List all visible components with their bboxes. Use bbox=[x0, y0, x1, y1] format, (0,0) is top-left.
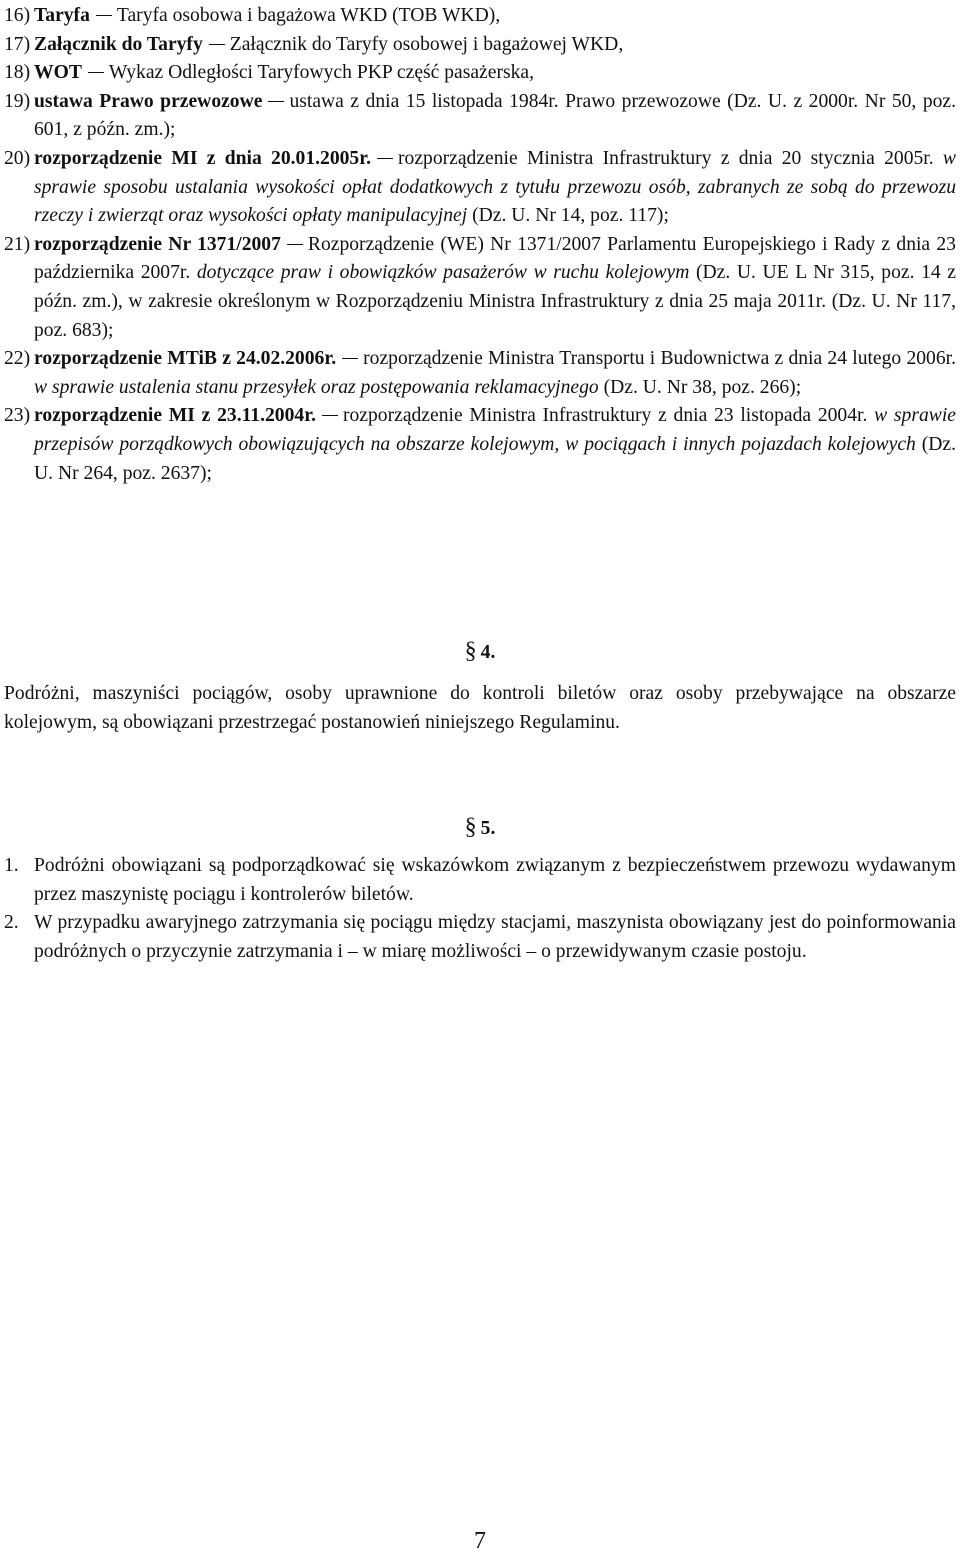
definition-text: Taryfa osobowa i bagażowa WKD (TOB WKD), bbox=[116, 5, 501, 26]
definition-item bbox=[4, 31, 956, 60]
definition-term: rozporządzenie MTiB z 24.02.2006r. bbox=[34, 348, 337, 370]
item-text: Podróżni obowiązani są podporządkować się wskazówkom związanym z bezpieczeństwem przewozu wydawanym przez maszynistę pociągu i kontrolerów biletów. bbox=[34, 855, 956, 905]
definition-number: 20) bbox=[4, 147, 31, 169]
definition-text: (Dz. U. Nr 14, poz. 117); bbox=[467, 205, 669, 227]
definition-term: rozporządzenie MI z 23.11.2004r. bbox=[34, 405, 316, 427]
dash-separator bbox=[88, 72, 104, 73]
section-number: 5. bbox=[480, 818, 496, 839]
definition-text: Rozporządzenie (WE) Nr 1371/2007 Parlamentu Europejskiego i Rady z dnia 23 października 2007r. bbox=[34, 233, 956, 284]
definition-term: WOT bbox=[34, 62, 82, 84]
definition-text: (Dz. U. Nr 38, poz. 266); bbox=[598, 376, 802, 398]
item-number: 2. bbox=[4, 912, 19, 934]
regulation-title: dotyczące praw i obowiązków pasażerów w ruchu kolejowym bbox=[196, 262, 690, 284]
definition-item bbox=[4, 231, 956, 345]
definition-term: Załącznik do Taryfy bbox=[34, 33, 203, 55]
definition-item bbox=[4, 2, 956, 31]
definition-text: (Dz. U. UE L Nr 315, poz. 14 z późn. zm.), w zakresie określonym w Rozporządzeniu Ministra Infrastruktury z dnia 25 maja 2011r. (Dz. U. Nr 117, poz. 683); bbox=[34, 262, 956, 341]
section-heading-4 bbox=[0, 638, 960, 665]
definition-number: 23) bbox=[4, 405, 31, 427]
definition-text: rozporządzenie Ministra Transportu i Budownictwa z dnia 24 lutego 2006r. bbox=[363, 348, 956, 370]
definition-text: Załącznik do Taryfy osobowej i bagażowej WKD, bbox=[229, 33, 624, 55]
definition-item bbox=[4, 59, 956, 88]
regulation-title: w sprawie przepisów porządkowych obowiązujących na obszarze kolejowym, w pociągach i innych pojazdach kolejowych bbox=[34, 405, 956, 455]
definition-number: 17) bbox=[4, 33, 31, 55]
section-number: 4. bbox=[480, 642, 496, 663]
definition-number: 21) bbox=[4, 233, 31, 255]
section-symbol: § bbox=[464, 814, 477, 840]
definition-text: Wykaz Odległości Taryfowych PKP część pasażerska, bbox=[108, 62, 534, 84]
definition-text: rozporządzenie Ministra Infrastruktury z dnia 20 stycznia 2005r. bbox=[398, 147, 943, 169]
definition-term: Taryfa bbox=[34, 5, 90, 26]
regulation-title: w sprawie sposobu ustalania wysokości opłat dodatkowych z tytułu przewozu osób, zabranych ze sobą do przewozu rzeczy i zwierząt oraz wysokości opłaty manipulacyjnej bbox=[34, 147, 956, 227]
list-item bbox=[4, 852, 956, 909]
definition-item bbox=[4, 402, 956, 488]
definition-item bbox=[4, 345, 956, 402]
definition-item bbox=[4, 145, 956, 231]
definition-text: (Dz. U. Nr 264, poz. 2637); bbox=[34, 433, 956, 484]
dash-separator bbox=[342, 358, 358, 359]
page-number: 7 bbox=[474, 1528, 486, 1554]
definition-text: rozporządzenie Ministra Infrastruktury z dnia 23 listopada 2004r. bbox=[342, 405, 875, 427]
section-4-paragraph: Podróżni, maszyniści pociągów, osoby uprawnione do kontroli biletów oraz osoby przebywające na obszarze kolejowym, są obowiązani przestrzegać postanowień niniejszego Regulaminu. bbox=[4, 683, 956, 733]
section-heading-5 bbox=[0, 814, 960, 841]
item-text: W przypadku awaryjnego zatrzymania się pociągu między stacjami, maszynista obowiązany jest do poinformowania podróżnych o przyczynie zatrzymania i – w miarę możliwości – o przewidywanym czasie postoju. bbox=[34, 912, 956, 962]
definitions-list bbox=[4, 2, 956, 488]
definition-term: ustawa Prawo przewozowe bbox=[34, 90, 263, 112]
definition-number: 19) bbox=[4, 90, 31, 112]
dash-separator bbox=[209, 44, 225, 45]
definition-term: rozporządzenie MI z dnia 20.01.2005r. bbox=[34, 147, 372, 169]
regulation-title: w sprawie ustalenia stanu przesyłek oraz postępowania reklamacyjnego bbox=[34, 376, 599, 398]
section-5-list bbox=[4, 852, 956, 966]
section-symbol: § bbox=[464, 638, 477, 664]
definition-term: rozporządzenie Nr 1371/2007 bbox=[34, 233, 281, 255]
definition-item bbox=[4, 88, 956, 145]
dash-separator bbox=[268, 101, 284, 102]
dash-separator bbox=[287, 244, 303, 245]
definition-number: 18) bbox=[4, 62, 31, 84]
item-number: 1. bbox=[4, 855, 19, 876]
dash-separator bbox=[322, 415, 338, 416]
definition-text: ustawa z dnia 15 listopada 1984r. Prawo przewozowe (Dz. U. z 2000r. Nr 50, poz. 601, z późn. zm.); bbox=[34, 90, 957, 141]
dash-separator bbox=[96, 15, 112, 16]
definition-number: 16) bbox=[4, 5, 31, 26]
dash-separator bbox=[377, 158, 393, 159]
definition-number: 22) bbox=[4, 348, 31, 370]
list-item bbox=[4, 909, 956, 966]
